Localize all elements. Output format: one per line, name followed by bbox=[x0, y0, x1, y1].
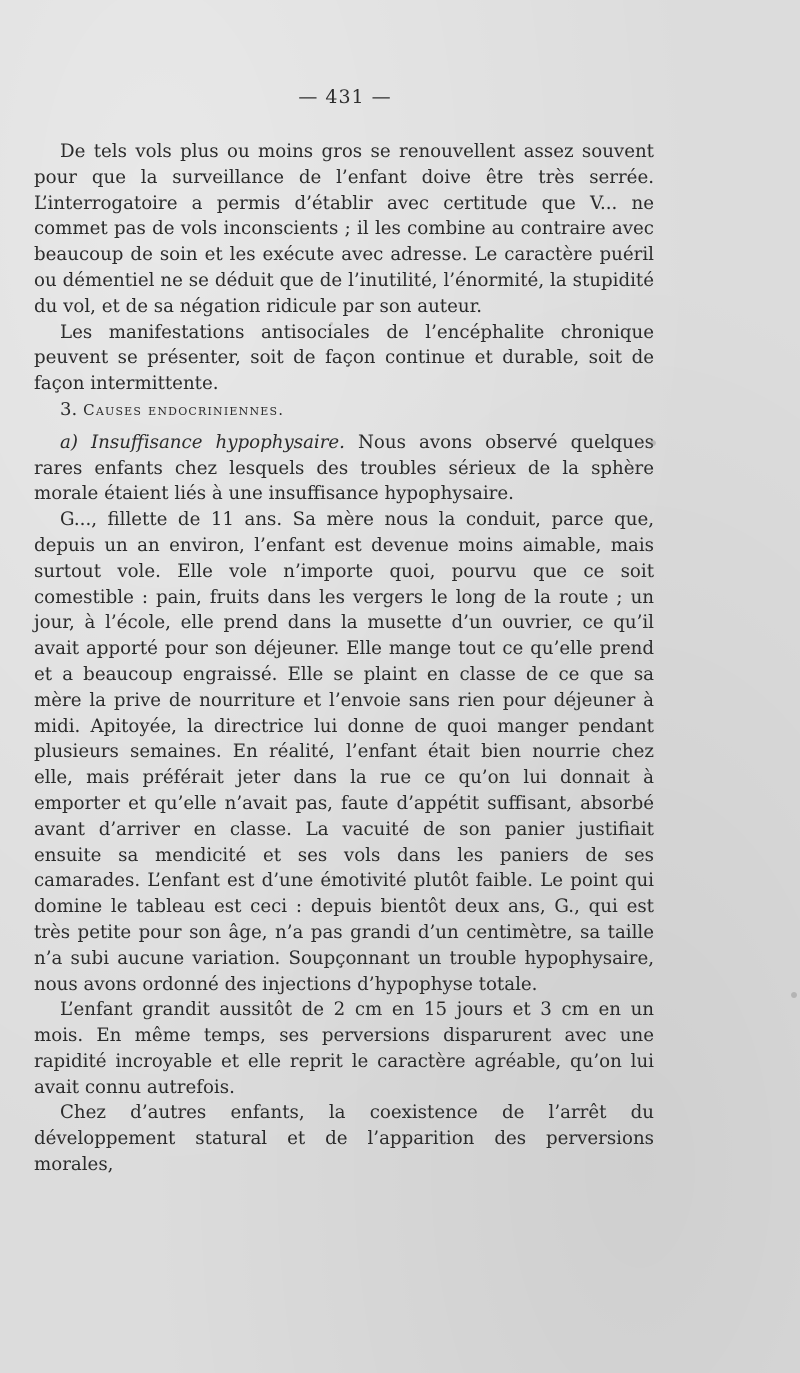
section-heading bbox=[34, 397, 654, 424]
paper-speck bbox=[791, 992, 797, 998]
paragraph-1: De tels vols plus ou moins gros se renouvellent assez souvent pour que la surveillance de l’enfant doive être très serrée. L’interrogatoire a permis d’établir avec certitude que V... ne commet pas de vols inconscients ; il les combine au contraire avec beaucoup de soin et les exécute avec adresse. Le caractère puéril ou démentiel ne se déduit que de l’inutilité, l’énormité, la stupidité du vol, et de sa négation ridicule par son auteur. bbox=[34, 141, 654, 317]
paragraph-5: Chez d’autres enfants, la coexistence de l’arrêt du développement statural et de l’apparition des perversions morales, bbox=[34, 1102, 654, 1176]
paragraph-4: L’enfant grandit aussitôt de 2 cm en 15 jours et 3 cm en un mois. En même temps, ses perversions disparurent avec une rapidité incroyable et elle reprit le caractère agréable, qu’on lui avait connu autrefois. bbox=[34, 999, 654, 1098]
section-title: Causes endocriniennes. bbox=[83, 400, 285, 419]
paper-speck bbox=[650, 440, 656, 446]
paragraph-2: Les manifestations antisociales de l’encéphalite chronique peuvent se présenter, soit de façon continue et durable, soit de façon intermittente. bbox=[34, 321, 654, 395]
paragraph-3: G..., fillette de 11 ans. Sa mère nous la conduit, parce que, depuis un an environ, l’enfant est devenue moins aimable, mais surtout vole. Elle vole n’importe quoi, pourvu que ce soit comestible : pain, fruits dans les vergers le long de la route ; un jour, à l’école, elle prend dans la musette d’un ouvrier, ce qu’il avait apporté pour son déjeuner. Elle mange tout ce qu’elle prend et a beaucoup engraissé. Elle se plaint en classe de ce que sa mère la prive de nourriture et l’envoie sans rien pour déjeuner à midi. Apitoyée, la directrice lui donne de quoi manger pendant plusieurs semaines. En réalité, l’enfant était bien nourrie chez elle, mais préférait jeter dans la rue ce qu’on lui donnait à emporter et qu’elle n’avait pas, faute d’appétit suffisant, absorbé avant d’arriver en classe. La vacuité de son panier justifiait ensuite sa mendicité et ses vols dans les paniers de ses camarades. L’enfant est d’une émotivité plutôt faible. Le point qui domine le tableau est ceci : depuis bientôt deux ans, G., qui est très petite pour son âge, n’a pas grandi d’un centimètre, sa taille n’a subi aucune variation. Soupçonnant un trouble hypophysaire, nous avons ordonné des injections d’hypophyse totale. bbox=[34, 509, 654, 995]
page-body bbox=[34, 139, 654, 1178]
paper-speck bbox=[330, 322, 333, 325]
subsection-title: a) Insuffisance hypophysaire. bbox=[60, 431, 345, 453]
subsection-paragraph bbox=[34, 430, 654, 507]
section-number: 3. bbox=[60, 398, 78, 420]
page-number: — 431 — bbox=[298, 86, 392, 108]
subsection-text: Nous avons observé quelques rares enfants chez lesquels des troubles sérieux de la sphère morale étaient liés à une insuffisance hypophysaire. bbox=[34, 431, 654, 505]
